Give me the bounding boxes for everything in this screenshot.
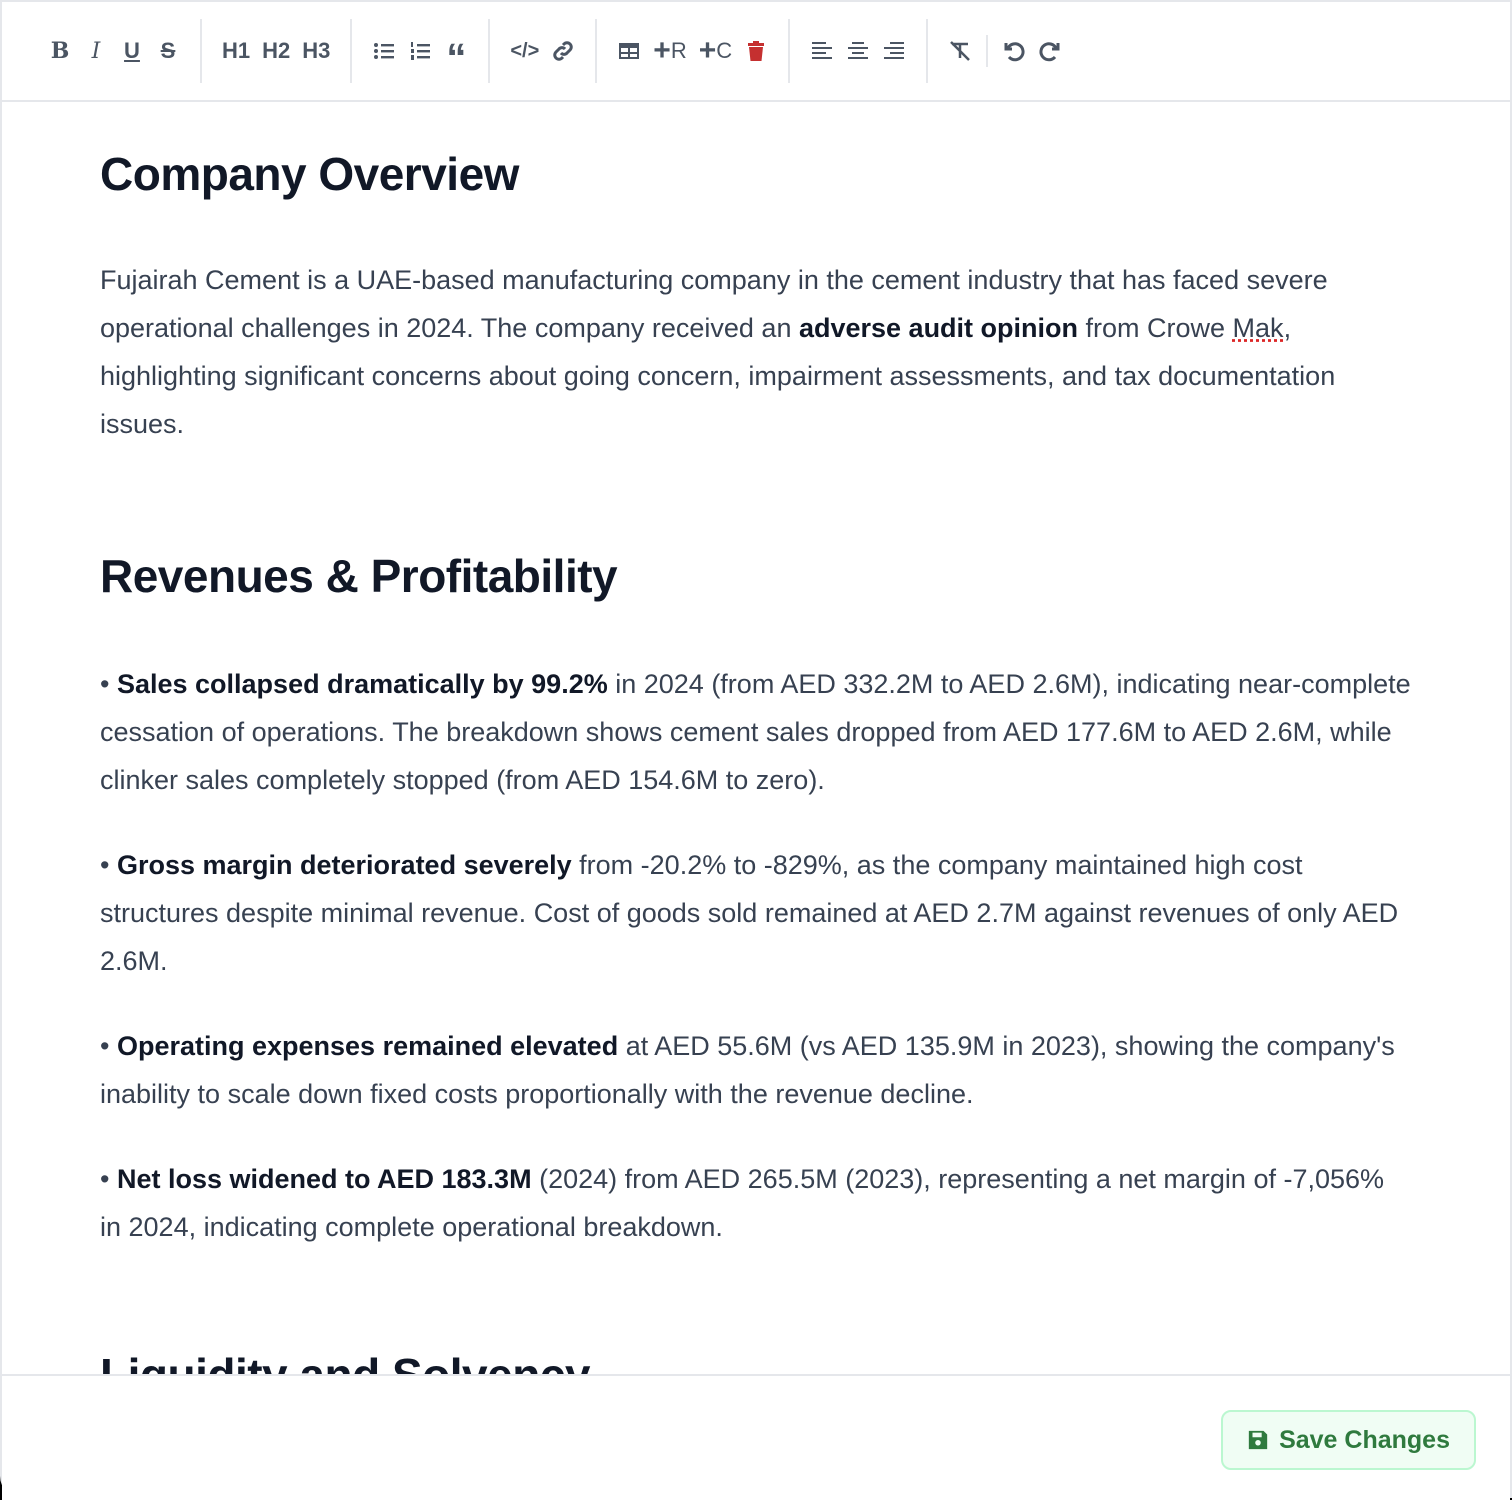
paragraph	[100, 660, 1412, 804]
table-icon	[617, 39, 641, 63]
divider	[488, 19, 490, 83]
text-run: Mak	[1232, 313, 1284, 343]
paragraph	[100, 841, 1412, 985]
bold-icon: B	[50, 38, 70, 64]
text-run: •	[100, 1031, 117, 1061]
editor-footer	[2, 1374, 1510, 1500]
heading1-button[interactable]: H1	[222, 38, 251, 63]
clear-format-icon	[948, 39, 972, 63]
redo-icon	[1038, 39, 1062, 63]
underline-icon: U	[124, 38, 140, 63]
align-center-button[interactable]	[840, 31, 876, 71]
divider	[350, 19, 352, 83]
text-run: •	[100, 850, 117, 880]
italic-button[interactable]	[78, 31, 114, 71]
text-run: from Crowe	[1078, 313, 1233, 343]
heading2-button[interactable]: H2	[262, 38, 291, 63]
section-heading: Company Overview	[100, 148, 519, 200]
bullet-list-button[interactable]	[366, 31, 402, 71]
add-column-label: C	[716, 38, 733, 63]
insert-table-button[interactable]	[611, 31, 647, 71]
add-row-button[interactable]	[647, 31, 692, 71]
link-icon	[551, 39, 575, 63]
strikethrough-button[interactable]	[150, 31, 186, 71]
blockquote-button[interactable]	[438, 31, 474, 80]
text-run: , highlighting significant concerns about going concern, impairment assessments, and tax documentation issues.	[100, 313, 1336, 439]
editor-toolbar	[2, 2, 1510, 102]
bold-text: adverse audit opinion	[798, 313, 1079, 343]
underline-button[interactable]	[114, 31, 150, 71]
text-run: •	[100, 669, 117, 699]
bold-text: Sales collapsed dramatically by 99.2%	[116, 669, 608, 699]
bold-text: Gross margin deteriorated severely	[116, 850, 572, 880]
italic-icon: I	[91, 38, 101, 64]
align-right-icon	[882, 39, 906, 63]
divider	[200, 19, 202, 83]
paragraph	[100, 1155, 1412, 1251]
trash-icon	[744, 39, 768, 63]
save-changes-label: Save Changes	[1279, 1425, 1450, 1454]
divider	[788, 19, 790, 83]
link-button[interactable]	[545, 31, 581, 71]
text-run: at AED 55.6M (vs AED 135.9M in 2023), showing the company's inability to scale down fixed costs proportionally with the revenue decline.	[100, 1031, 1395, 1109]
plus-icon: +	[653, 34, 671, 67]
editor-content[interactable]	[2, 102, 1510, 1374]
undo-icon	[1002, 39, 1026, 63]
clear-formatting-button[interactable]	[942, 31, 978, 71]
align-center-icon	[846, 39, 870, 63]
add-row-label: R	[670, 38, 687, 63]
save-changes-button[interactable]	[1221, 1410, 1476, 1470]
paragraph	[100, 1022, 1412, 1118]
text-run: from -20.2% to -829%, as the company maintained high cost structures despite minimal revenue. Cost of goods sold remained at AED 2.7M against revenues of only AED 2.6M.	[100, 850, 1399, 976]
divider	[926, 19, 928, 83]
strikethrough-icon: S	[160, 38, 176, 63]
align-left-button[interactable]	[804, 31, 840, 71]
align-right-button[interactable]	[876, 31, 912, 71]
quote-icon: “	[446, 36, 467, 80]
save-icon	[1247, 1429, 1269, 1451]
divider	[595, 19, 597, 83]
delete-table-button[interactable]	[738, 31, 774, 71]
bullet-list-icon	[372, 39, 396, 63]
undo-button[interactable]	[996, 31, 1032, 71]
add-column-button[interactable]	[693, 31, 738, 71]
align-left-icon	[810, 39, 834, 63]
divider	[986, 35, 988, 67]
ordered-list-icon	[408, 39, 432, 63]
bold-text: Operating expenses remained elevated	[116, 1031, 619, 1061]
ordered-list-button[interactable]	[402, 31, 438, 71]
bold-button[interactable]	[42, 31, 78, 71]
redo-button[interactable]	[1032, 31, 1068, 71]
text-run: •	[100, 1164, 117, 1194]
text-run: in 2024 (from AED 332.2M to AED 2.6M), indicating near-complete cessation of operations. The breakdown shows cement sales dropped from AED 177.6M to AED 2.6M, while clinker sales completely stopped (from AED 154.6M to zero).	[100, 669, 1411, 795]
bold-text: Net loss widened to AED 183.3M	[116, 1164, 532, 1194]
plus-icon: +	[698, 34, 717, 67]
heading3-button[interactable]: H3	[302, 38, 331, 63]
paragraph	[100, 256, 1412, 448]
text-run: (2024) from AED 265.5M (2023), representing a net margin of -7,056% in 2024, indicating complete operational breakdown.	[100, 1164, 1385, 1242]
text-run: Fujairah Cement is a UAE-based manufacturing company in the cement industry that has faced severe operational challenges in 2024. The company received an	[100, 265, 1328, 343]
code-icon: </>	[510, 39, 540, 62]
code-button[interactable]	[504, 31, 545, 71]
section-heading: Revenues & Profitability	[100, 550, 618, 602]
